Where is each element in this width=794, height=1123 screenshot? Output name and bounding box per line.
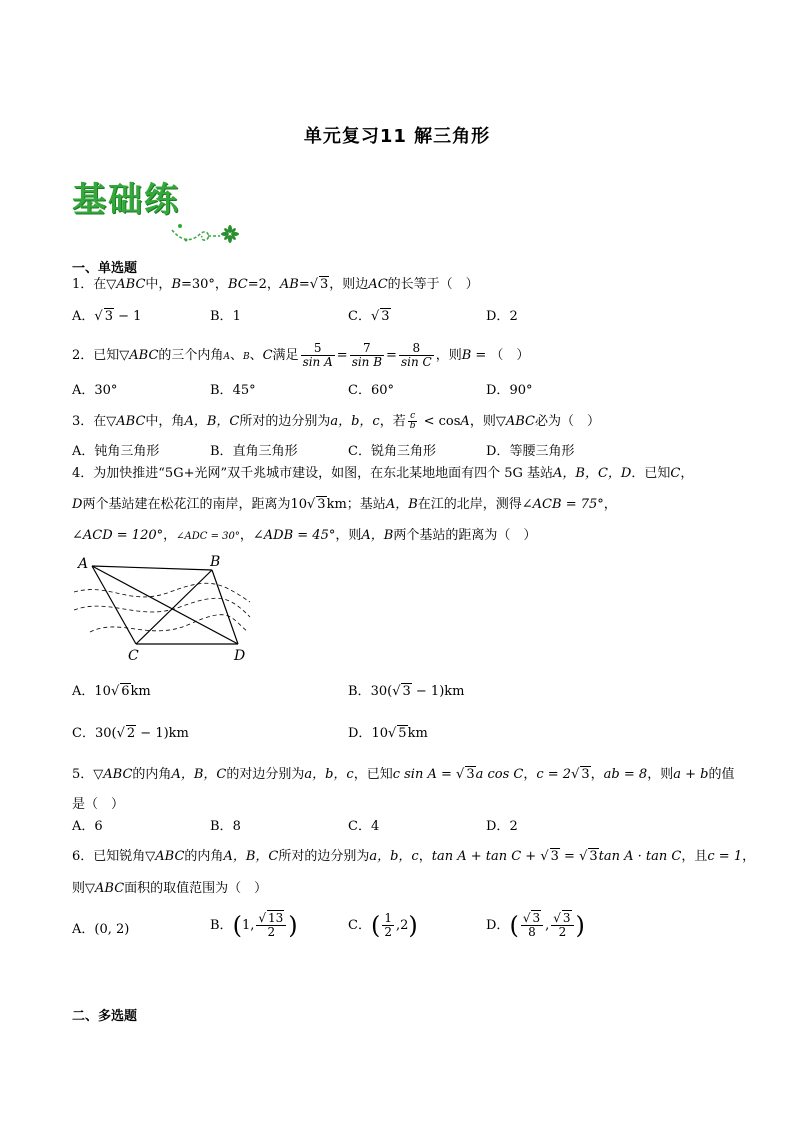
q5-option-d[interactable]: D．2: [486, 819, 518, 834]
point-c-label: C: [128, 648, 139, 664]
q2-option-b[interactable]: B．45°: [210, 383, 256, 398]
river-bank-line: [74, 583, 250, 602]
fraction-7-sinB: $\frac{7}{\text{sin B}}$: [351, 341, 383, 369]
section-multiple-choice: 二、多选题: [72, 1009, 138, 1024]
river-bank-line: [74, 598, 250, 617]
q1-option-b[interactable]: B．1: [210, 309, 241, 324]
basic-practice-logo: [72, 180, 242, 246]
section-single-choice: 一、单选题: [72, 261, 138, 276]
q5-option-b[interactable]: B．8: [210, 819, 241, 834]
q5-option-c[interactable]: C．4: [348, 819, 380, 834]
segment-bc: [136, 570, 212, 644]
point-a-label: A: [78, 556, 89, 572]
question-6-line-2: 则▽ABC面积的取值范围为（ ）: [72, 881, 268, 896]
question-4-line-1: 4．为加快推进“5G+光网”双千兆城市建设，如图，在东北某地地面有四个 5G 基站A，B，C，D．已知C，: [72, 466, 694, 481]
fraction-sqrt3-over-8: $\frac{√ 3}{8}$: [521, 912, 543, 939]
q3-option-c[interactable]: C．锐角三角形: [348, 444, 436, 459]
q2-option-a[interactable]: A．30°: [72, 383, 118, 398]
q4-option-c[interactable]: C．30(√ 2 − 1)km: [72, 726, 189, 741]
base-station-figure: [70, 552, 260, 664]
q1-option-a[interactable]: A．√ 3 − 1: [72, 309, 142, 324]
q6-option-c[interactable]: C．( $\frac{1}{2}$ ,2): [348, 911, 418, 940]
q2-option-c[interactable]: C．60°: [348, 383, 394, 398]
fraction-5-sinA: $\frac{5}{\text{sin A}}$: [302, 341, 333, 369]
logo-swirl-icon: [72, 220, 242, 246]
q3-option-b[interactable]: B．直角三角形: [210, 444, 298, 459]
fraction-c-over-b: $\frac{c}{b}$: [409, 411, 416, 431]
logo-text: 基础练: [72, 180, 180, 220]
segment-ab: [92, 566, 212, 570]
fraction-sqrt13-over-2: $\frac{√ 13}{2}$: [256, 912, 286, 939]
point-b-label: B: [210, 554, 221, 570]
question-5-line-2: 是（ ）: [72, 797, 125, 812]
page-title: 单元复习11 解三角形: [303, 126, 491, 147]
q6-option-d[interactable]: D．( $\frac{√ 3}{8}$ , $\frac{√ 3}{2}$ ): [486, 911, 585, 940]
question-6-line-1: 6．已知锐角▽ABC的内角A，B，C所对的边分别为a，b，c，tan A + tan C + √ 3 = √ 3tan A · tan C，且c = 1，: [72, 849, 756, 864]
fraction-1-over-2: $\frac{1}{2}$: [384, 911, 392, 939]
q6-option-b[interactable]: B．(1, $\frac{√ 13}{2}$ ): [210, 911, 298, 940]
q1-option-c[interactable]: C．√ 3: [348, 309, 390, 324]
q6-option-a[interactable]: A．(0, 2): [72, 922, 130, 937]
q4-option-b[interactable]: B．30(√ 3 − 1)km: [348, 684, 465, 699]
q1-option-d[interactable]: D．2: [486, 309, 518, 324]
question-4-line-2: D两个基站建在松花江的南岸，距离为10√ 3km；基站A，B在江的北岸，测得∠ACB = 75°，: [72, 497, 617, 512]
question-2: 2．已知▽ABC的三个内角A、B、C满足 $\frac{5}{\text{sin A}}$ = $\frac{7}{\text{sin B}}$ = $\frac{8}{\text{sin C}}$ ，则B = （ ）: [72, 341, 530, 369]
q3-option-d[interactable]: D．等腰三角形: [486, 444, 575, 459]
point-d-label: D: [234, 648, 246, 664]
fraction-sqrt3-over-2: $\frac{√ 3}{2}$: [551, 912, 573, 939]
q4-option-a[interactable]: A．10√ 6km: [72, 684, 151, 699]
question-5-line-1: 5．▽ABC的内角A，B，C的对边分别为a，b，c，已知c sin A = √ 3a cos C，c = 2√ 3，ab = 8，则a + b的值: [72, 767, 735, 782]
q4-option-d[interactable]: D．10√ 5km: [348, 726, 428, 741]
q3-option-a[interactable]: A．钝角三角形: [72, 444, 160, 459]
fraction-8-sinC: $\frac{8}{\text{sin C}}$: [400, 341, 432, 369]
river-bank-line: [90, 615, 248, 632]
question-1: 1．在▽ABC中，B=30°，BC=2，AB=√ 3，则边AC的长等于（ ）: [72, 277, 479, 292]
q2-option-d[interactable]: D．90°: [486, 383, 533, 398]
question-3: 3．在▽ABC中，角A，B，C所对的边分别为a，b，c，若 $\frac{c}{b}$ < cosA，则▽ABC必为（ ）: [72, 411, 600, 431]
question-4-line-3: ∠ACD = 120°，∠ADC = 30°，∠ADB = 45°，则A，B两个基站的距离为（ ）: [72, 528, 537, 543]
q5-option-a[interactable]: A．6: [72, 819, 103, 834]
segment-bd: [212, 570, 238, 644]
